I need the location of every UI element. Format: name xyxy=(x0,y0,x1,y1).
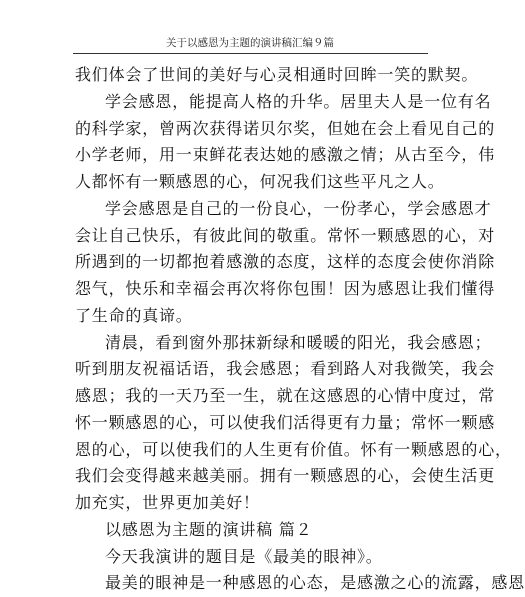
text-line: 最美的眼神是一种感恩的心态，是感激之心的流露，感恩 xyxy=(105,573,525,593)
text-line: 会让自己快乐，有彼此间的敬重。常怀一颗感恩的心，对 xyxy=(75,225,496,245)
text-line: 感恩；我的一天乃至一生，就在这感恩的心情中度过，常 xyxy=(75,386,496,405)
text-line: 今天我演讲的题目是《最美的眼神》。 xyxy=(105,546,383,566)
text-line: 恩的心，可以使我们的人生更有价值。怀有一颗感恩的心， xyxy=(75,439,512,459)
text-line: 了生命的真谛。 xyxy=(75,305,193,325)
text-line: 听到朋友祝福话语，我会感恩；看到路人对我微笑，我会 xyxy=(75,359,496,379)
text-line: 学会感恩，能提高人格的升华。居里夫人是一位有名 xyxy=(105,91,492,111)
page-header: 关于以感恩为主题的演讲稿汇编９篇 xyxy=(166,37,334,49)
text-line: 怨气，快乐和幸福会再次将你包围！因为感恩让我们懂得 xyxy=(75,279,496,298)
header-rule xyxy=(73,53,428,54)
text-line: 人都怀有一颗感恩的心，何况我们这些平凡之人。 xyxy=(75,172,445,191)
text-line: 以感恩为主题的演讲稿 篇２ xyxy=(105,519,313,539)
text-line: 小学老师，用一束鲜花表达她的感激之情；从古至今，伟 xyxy=(75,145,496,165)
text-line: 所遇到的一切都抱着感激的态度，这样的态度会使你消除 xyxy=(75,252,496,272)
text-line: 我们体会了世间的美好与心灵相通时回眸一笑的默契。 xyxy=(75,65,479,84)
text-line: 加充实，世界更加美好！ xyxy=(75,493,260,512)
text-line: 的科学家，曾两次获得诺贝尔奖，但她在会上看见自己的 xyxy=(75,118,496,138)
text-line: 清晨，看到窗外那抹新绿和暖暖的阳光，我会感恩； xyxy=(105,332,492,352)
document-body xyxy=(75,62,525,597)
text-line: 我们会变得越来越美丽。拥有一颗感恩的心，会使生活更 xyxy=(75,466,496,486)
text-line: 学会感恩是自己的一份良心，一份孝心，学会感恩才 xyxy=(105,198,492,218)
text-line: 怀一颗感恩的心，可以使我们活得更有力量；常怀一颗感 xyxy=(75,412,496,432)
